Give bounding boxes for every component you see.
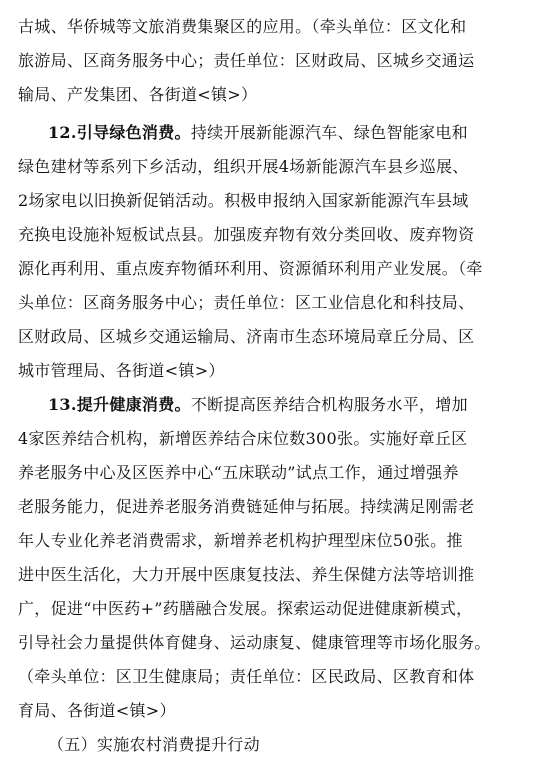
- paragraph-line: （牵头单位：区卫生健康局；责任单位：区民政局、区教育和体: [18, 667, 475, 686]
- item-13-first-line: [18, 388, 534, 422]
- paragraph-line: 引导社会力量提供体育健身、运动康复、健康管理等市场化服务。: [18, 633, 491, 652]
- item-12-text: 持续开展新能源汽车、绿色智能家电和: [190, 123, 468, 142]
- paragraph-line: 源化再利用、重点废弃物循环利用、资源循环利用产业发展。（牵: [18, 259, 483, 278]
- paragraph-line: 育局、各街道<镇>）: [18, 701, 176, 720]
- section-heading: （五）实施农村消费提升行动: [48, 735, 260, 754]
- paragraph-line: 旅游局、区商务服务中心；责任单位：区财政局、区城乡交通运: [18, 51, 475, 70]
- paragraph-line: 年人专业化养老消费需求，新增养老机构护理型床位50张。推: [18, 531, 463, 550]
- paragraph-line: 2场家电以旧换新促销活动。积极申报纳入国家新能源汽车县域: [18, 191, 469, 210]
- paragraph-line: 古城、华侨城等文旅消费集聚区的应用。（牵头单位：区文化和: [18, 17, 467, 36]
- item-13-heading: 13.提升健康消费。: [48, 395, 191, 414]
- paragraph-line: 老服务能力，促进养老服务消费链延伸与拓展。持续满足刚需老: [18, 497, 475, 516]
- paragraph-line: 进中医生活化，大力开展中医康复技法、养生保健方法等培训推: [18, 565, 475, 584]
- paragraph-line: 4家医养结合机构，新增医养结合床位数300张。实施好章丘区: [18, 429, 468, 448]
- paragraph-line: 养老服务中心及区医养中心“五床联动”试点工作，通过增强养: [18, 463, 459, 482]
- paragraph-line: 绿色建材等系列下乡活动，组织开展4场新能源汽车县乡巡展、: [18, 157, 469, 176]
- item-12-first-line: [18, 116, 534, 150]
- item-13-text: 不断提高医养结合机构服务水平，增加: [190, 395, 468, 414]
- paragraph-line: 区财政局、区城乡交通运输局、济南市生态环境局章丘分局、区: [18, 327, 475, 346]
- item-12-heading: 12.引导绿色消费。: [48, 123, 191, 142]
- paragraph-line: 充换电设施补短板试点县。加强废弃物有效分类回收、废弃物资: [18, 225, 475, 244]
- paragraph-line: 广，促进“中医药+”药膳融合发展。探索运动促进健康新模式，: [18, 599, 473, 618]
- paragraph-line: 城市管理局、各街道<镇>）: [18, 361, 225, 380]
- paragraph-line: 头单位：区商务服务中心；责任单位：区工业信息化和科技局、: [18, 293, 475, 312]
- paragraph-line: 输局、产发集团、各街道<镇>）: [18, 85, 258, 104]
